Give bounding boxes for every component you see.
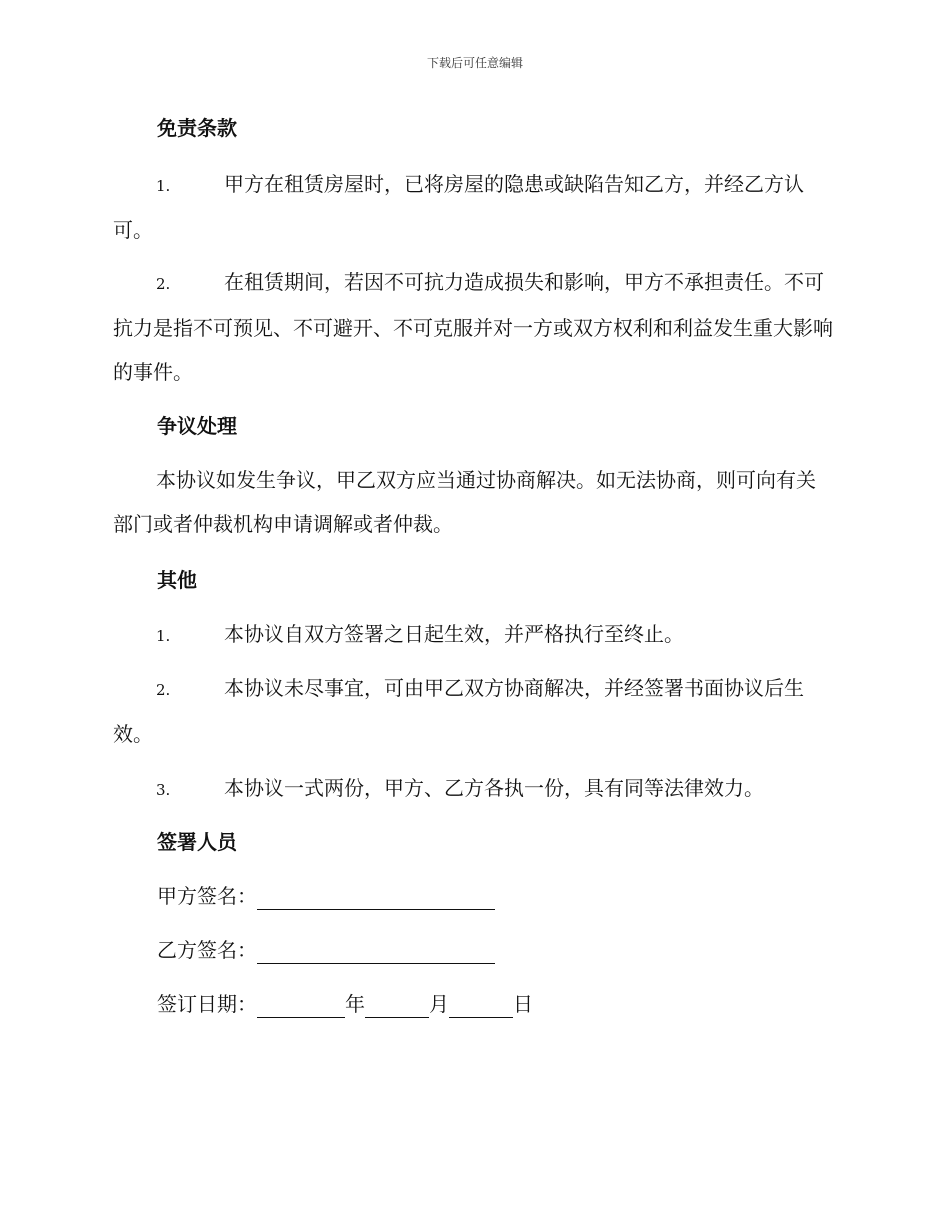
other-item-2-text: 本协议未尽事宜，可由甲乙双方协商解决，并经签署书面协议后生效。 bbox=[113, 676, 804, 746]
other-heading: 其他 bbox=[157, 568, 197, 592]
signers-heading: 签署人员 bbox=[157, 830, 237, 854]
party-b-signature-field[interactable] bbox=[257, 941, 495, 964]
other-item-1-text: 本协议自双方签署之日起生效，并严格执行至终止。 bbox=[224, 622, 684, 646]
disclaimer-item-1 bbox=[113, 162, 833, 252]
dispute-heading: 争议处理 bbox=[157, 414, 237, 438]
other-item-1 bbox=[113, 612, 833, 658]
sign-date-row bbox=[157, 990, 533, 1018]
other-item-3-text: 本协议一式两份，甲方、乙方各执一份，具有同等法律效力。 bbox=[224, 776, 764, 800]
sign-date-year-label: 年 bbox=[345, 992, 365, 1016]
disclaimer-item-2-number: 2. bbox=[156, 275, 171, 293]
disclaimer-item-2 bbox=[113, 260, 833, 394]
other-item-3-number: 3. bbox=[156, 781, 171, 799]
disclaimer-heading: 免责条款 bbox=[157, 116, 237, 140]
sign-date-year-field[interactable] bbox=[257, 995, 345, 1018]
party-a-signature-row bbox=[157, 882, 495, 910]
sign-date-month-label: 月 bbox=[429, 992, 449, 1016]
party-b-signature-row bbox=[157, 936, 495, 964]
dispute-paragraph: 本协议如发生争议，甲乙双方应当通过协商解决。如无法协商，则可向有关部门或者仲裁机构申请调解或者仲裁。 bbox=[113, 468, 816, 536]
other-item-2-number: 2. bbox=[156, 681, 171, 699]
other-item-3 bbox=[113, 766, 833, 812]
other-item-1-number: 1. bbox=[156, 627, 171, 645]
other-item-2 bbox=[113, 666, 833, 756]
party-a-signature-field[interactable] bbox=[257, 887, 495, 910]
disclaimer-item-1-text: 甲方在租赁房屋时，已将房屋的隐患或缺陷告知乙方，并经乙方认可。 bbox=[113, 172, 804, 242]
sign-date-day-label: 日 bbox=[513, 992, 533, 1016]
page-header-note: 下载后可任意编辑 bbox=[426, 56, 523, 70]
sign-date-label: 签订日期： bbox=[157, 992, 257, 1016]
disclaimer-item-2-text: 在租赁期间，若因不可抗力造成损失和影响，甲方不承担责任。不可抗力是指不可预见、不可避开、不可克服并对一方或双方权利和利益发生重大影响的事件。 bbox=[113, 270, 833, 384]
disclaimer-item-1-number: 1. bbox=[156, 177, 171, 195]
sign-date-day-field[interactable] bbox=[449, 995, 513, 1018]
party-a-signature-label: 甲方签名： bbox=[157, 884, 257, 908]
party-b-signature-label: 乙方签名： bbox=[157, 938, 257, 962]
sign-date-month-field[interactable] bbox=[365, 995, 429, 1018]
